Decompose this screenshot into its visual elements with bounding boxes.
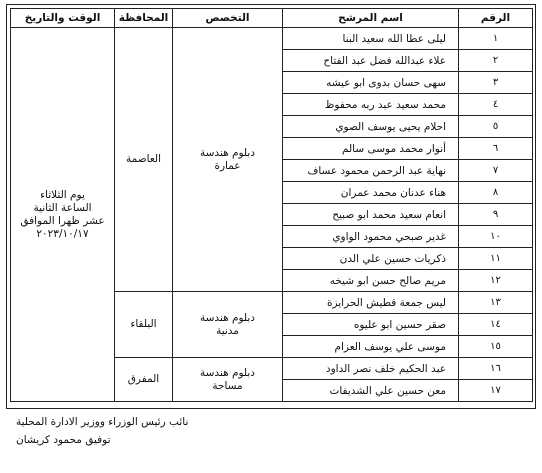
time-line3: عشر ظهرا الموافق: [20, 214, 105, 227]
signatory-name: توفيق محمود كريشان: [16, 434, 111, 446]
specialty-cell: [173, 292, 283, 358]
specialty-line1: دبلوم هندسة: [200, 366, 255, 379]
candidate-name: صقر حسين ابو عليوه: [283, 314, 459, 336]
candidate-name: معن حسين علي الشديفات: [283, 380, 459, 402]
row-number: ١٤: [459, 314, 533, 336]
time-line1: يوم الثلاثاء: [40, 188, 85, 201]
row-number: ١٢: [459, 270, 533, 292]
candidate-name: ليس جمعة قطيش الحرايزة: [283, 292, 459, 314]
specialty-cell: [173, 358, 283, 402]
specialty-cell: [173, 28, 283, 292]
candidate-name: ليلى عطا الله سعيد البنا: [283, 28, 459, 50]
specialty-line1: دبلوم هندسة: [200, 146, 255, 159]
header-specialty: التخصص: [173, 9, 283, 28]
row-number: ١٠: [459, 226, 533, 248]
row-number: ١٥: [459, 336, 533, 358]
governorate-cell: البلقاء: [115, 292, 173, 358]
candidate-name: علاء عبدالله فضل عبد الفتاح: [283, 50, 459, 72]
header-name: اسم المرشح: [283, 9, 459, 28]
row-number: ٢: [459, 50, 533, 72]
row-number: ٧: [459, 160, 533, 182]
candidate-name: موسى علي يوسف العزام: [283, 336, 459, 358]
row-number: ١١: [459, 248, 533, 270]
specialty-line1: دبلوم هندسة: [200, 311, 255, 324]
row-number: ١٦: [459, 358, 533, 380]
candidate-name: أنوار محمد موسى سالم: [283, 138, 459, 160]
row-number: ٦: [459, 138, 533, 160]
governorate-cell: العاصمة: [115, 28, 173, 292]
table-header-row: [11, 9, 533, 28]
row-number: ٨: [459, 182, 533, 204]
specialty-line2: مدنية: [216, 324, 239, 337]
candidate-name: انعام سعيد محمد ابو صبيح: [283, 204, 459, 226]
header-number: الرقم: [459, 9, 533, 28]
row-number: ٩: [459, 204, 533, 226]
row-number: ١٧: [459, 380, 533, 402]
candidate-name: هناء عدنان محمد عمران: [283, 182, 459, 204]
time-line2: الساعة الثانية: [33, 201, 92, 214]
table-row: [11, 28, 533, 50]
governorate-cell: المفرق: [115, 358, 173, 402]
header-governorate: المحافظة: [115, 9, 173, 28]
signatory-title: نائب رئيس الوزراء ووزير الادارة المحلية: [16, 416, 189, 428]
specialty-line2: عمارة: [214, 159, 241, 172]
candidate-name: محمد سعيد عبد ربه محفوظ: [283, 94, 459, 116]
candidate-name: احلام يحيى يوسف الصوي: [283, 116, 459, 138]
footer-signatory: [16, 434, 316, 446]
candidate-name: سهى حسان بدوى ابو عيشه: [283, 72, 459, 94]
header-time-date: الوقت والتاريخ: [11, 9, 115, 28]
candidate-name: ذكريات حسين علي الدن: [283, 248, 459, 270]
row-number: ١٣: [459, 292, 533, 314]
row-number: ٣: [459, 72, 533, 94]
candidate-name: نهاية عبد الرحمن محمود عساف: [283, 160, 459, 182]
row-number: ٥: [459, 116, 533, 138]
candidate-name: عبد الحكيم خلف نصر الداود: [283, 358, 459, 380]
specialty-line2: مساحة: [212, 379, 243, 392]
row-number: ١: [459, 28, 533, 50]
time-date-cell: [11, 28, 115, 402]
candidate-name: مريم صالح حسن ابو شيخه: [283, 270, 459, 292]
candidates-table: [10, 8, 533, 402]
row-number: ٤: [459, 94, 533, 116]
date-value: ٢٠٢٣/١٠/١٧: [36, 227, 89, 240]
candidate-name: غدير صبحي محمود الواوي: [283, 226, 459, 248]
footer-title: [16, 416, 316, 428]
